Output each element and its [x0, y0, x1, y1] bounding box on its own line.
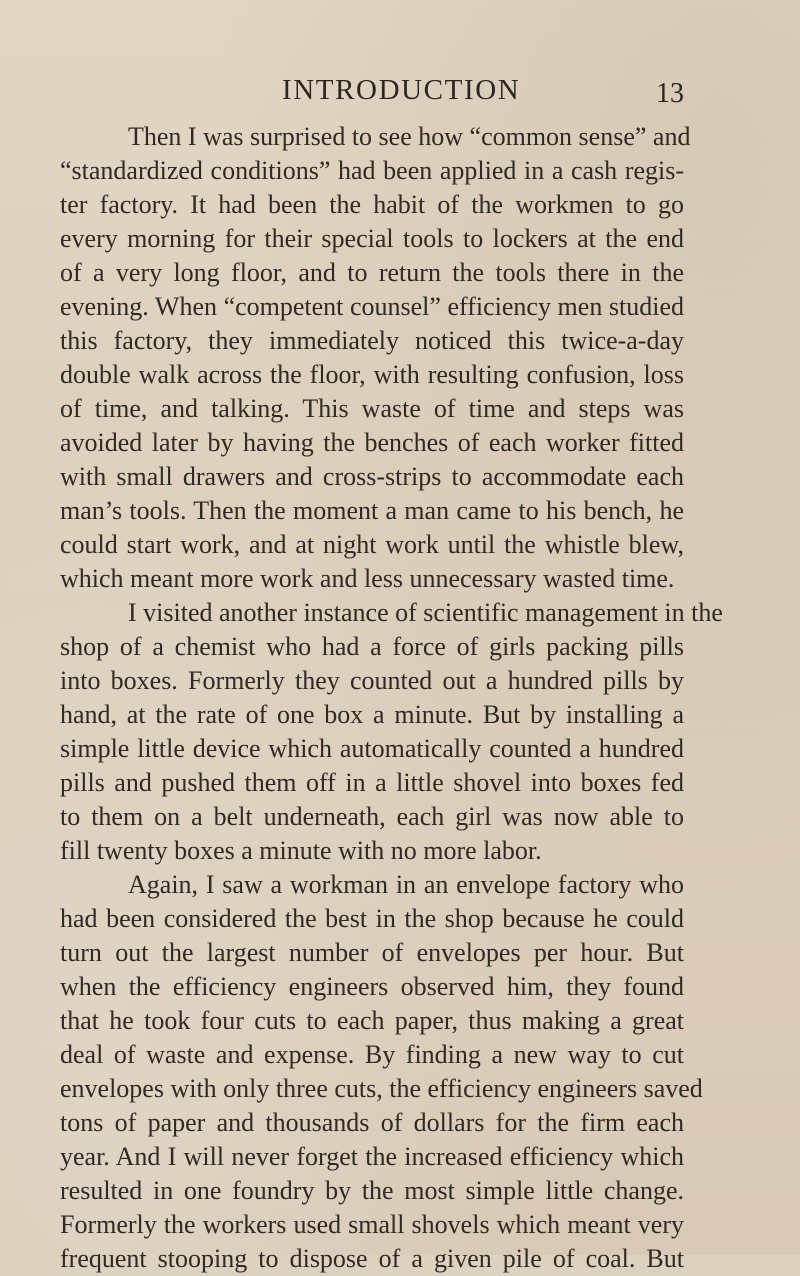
- text-line: to them on a belt underneath, each girl was now able to: [60, 802, 684, 831]
- text-line: Then I was surprised to see how “common sense” and: [128, 122, 691, 151]
- text-line: evening. When “competent counsel” efficiency men studied: [60, 292, 684, 321]
- text-line: fill twenty boxes a minute with no more labor.: [60, 836, 542, 865]
- text-line: ter factory. It had been the habit of the workmen to go: [60, 190, 684, 219]
- page-number: 13: [656, 78, 684, 109]
- text-line: simple little device which automatically counted a hundred: [60, 734, 684, 763]
- text-line: when the efficiency engineers observed him, they found: [60, 972, 684, 1001]
- text-line: had been considered the best in the shop because he could: [60, 904, 684, 933]
- body-text: [60, 120, 723, 1276]
- text-line: with small drawers and cross-strips to accommodate each: [60, 462, 684, 491]
- text-line: Again, I saw a workman in an envelope factory who: [128, 870, 684, 899]
- text-line: double walk across the floor, with resulting confusion, loss: [60, 360, 684, 389]
- text-line: “standardized conditions” had been applied in a cash regis-: [60, 156, 684, 185]
- text-line: man’s tools. Then the moment a man came to his bench, he: [60, 496, 684, 525]
- text-line: that he took four cuts to each paper, thus making a great: [60, 1006, 684, 1035]
- text-line: avoided later by having the benches of each worker fitted: [60, 428, 684, 457]
- text-line: envelopes with only three cuts, the efficiency engineers saved: [60, 1074, 703, 1103]
- text-line: this factory, they immediately noticed this twice-a-day: [60, 326, 684, 355]
- text-line: turn out the largest number of envelopes per hour. But: [60, 938, 684, 967]
- text-line: resulted in one foundry by the most simple little change.: [60, 1176, 684, 1205]
- running-head: [0, 74, 800, 114]
- text-line: Formerly the workers used small shovels which meant very: [60, 1210, 684, 1239]
- text-line: year. And I will never forget the increased efficiency which: [60, 1142, 684, 1171]
- text-line: which meant more work and less unnecessary wasted time.: [60, 564, 675, 593]
- text-line: shop of a chemist who had a force of girls packing pills: [60, 632, 684, 661]
- text-line: of a very long floor, and to return the tools there in the: [60, 258, 684, 287]
- text-line: hand, at the rate of one box a minute. But by installing a: [60, 700, 684, 729]
- text-line: could start work, and at night work until the whistle blew,: [60, 530, 684, 559]
- text-line: tons of paper and thousands of dollars for the firm each: [60, 1108, 684, 1137]
- text-line: I visited another instance of scientific management in the: [128, 598, 723, 627]
- text-line: pills and pushed them off in a little shovel into boxes fed: [60, 768, 684, 797]
- running-title: INTRODUCTION: [282, 74, 521, 106]
- text-line: of time, and talking. This waste of time and steps was: [60, 394, 684, 423]
- text-line: deal of waste and expense. By finding a new way to cut: [60, 1040, 684, 1069]
- text-line: frequent stooping to dispose of a given pile of coal. But: [60, 1244, 684, 1273]
- text-line: every morning for their special tools to lockers at the end: [60, 224, 684, 253]
- text-line: into boxes. Formerly they counted out a hundred pills by: [60, 666, 684, 695]
